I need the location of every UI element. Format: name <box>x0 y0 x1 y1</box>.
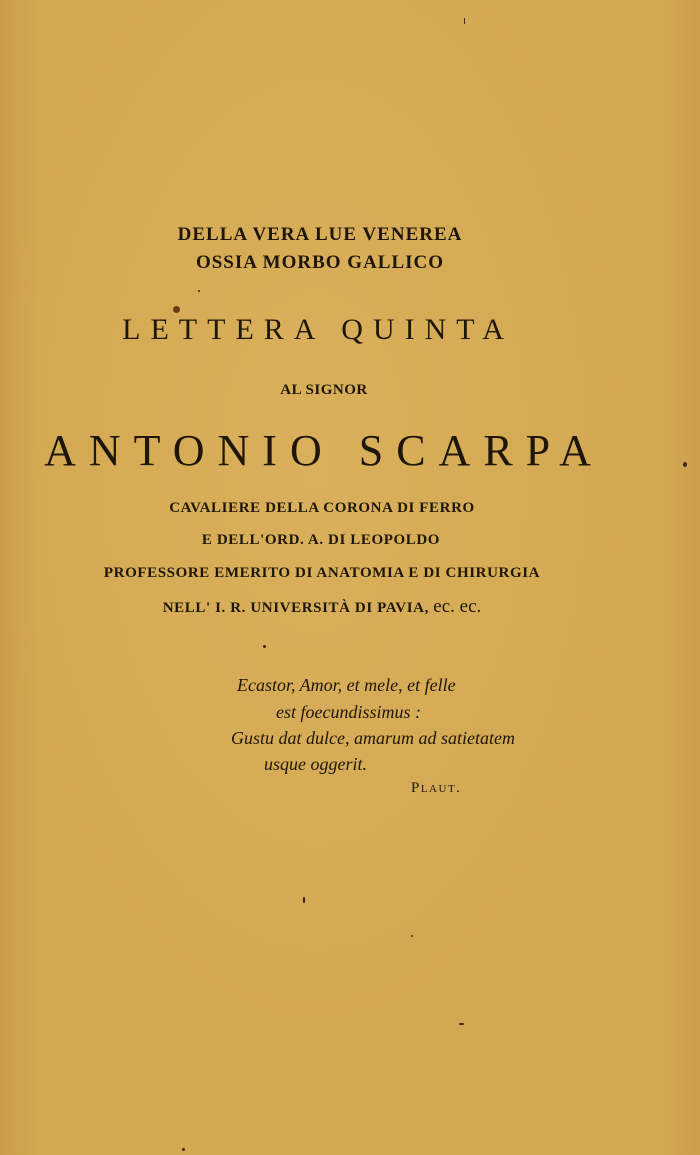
title-line-3: PROFESSORE EMERITO DI ANATOMIA E DI CHIRURGIA <box>103 565 541 581</box>
paper-speck <box>198 290 200 292</box>
title-line-1: CAVALIERE DELLA CORONA DI FERRO <box>169 500 475 516</box>
title-line-2: E DELL'ORD. A. DI LEOPOLDO <box>201 532 441 548</box>
addressee-intro: AL SIGNOR <box>280 382 368 398</box>
heading-line-2: OSSIA MORBO GALLICO <box>195 252 445 273</box>
paper-speck <box>411 935 413 937</box>
epigraph-line-4: usque oggerit. <box>264 754 367 774</box>
epigraph-line-1: Ecastor, Amor, et mele, et felle <box>237 675 456 695</box>
addressee-name: ANTONIO SCARPA <box>44 426 604 475</box>
title-line-4-text: NELL' I. R. UNIVERSITÀ DI PAVIA, <box>162 600 429 616</box>
paper-speck <box>464 18 465 24</box>
heading-line-1: DELLA VERA LUE VENEREA <box>177 224 463 245</box>
paper-speck <box>303 897 305 903</box>
paper-speck <box>263 645 266 648</box>
paper-speck <box>173 306 180 313</box>
letter-title: LETTERA QUINTA <box>122 313 514 346</box>
epigraph-line-3: Gustu dat dulce, amarum ad satietatem <box>231 728 515 748</box>
paper-speck <box>683 462 687 467</box>
title-line-4-etc: ec. ec. <box>433 596 482 617</box>
epigraph-author: Plaut. <box>411 780 462 796</box>
title-line-4 <box>0 596 672 618</box>
epigraph-line-2: est foecundissimus : <box>276 702 421 722</box>
paper-speck <box>182 1148 185 1151</box>
paper-speck <box>459 1023 464 1025</box>
